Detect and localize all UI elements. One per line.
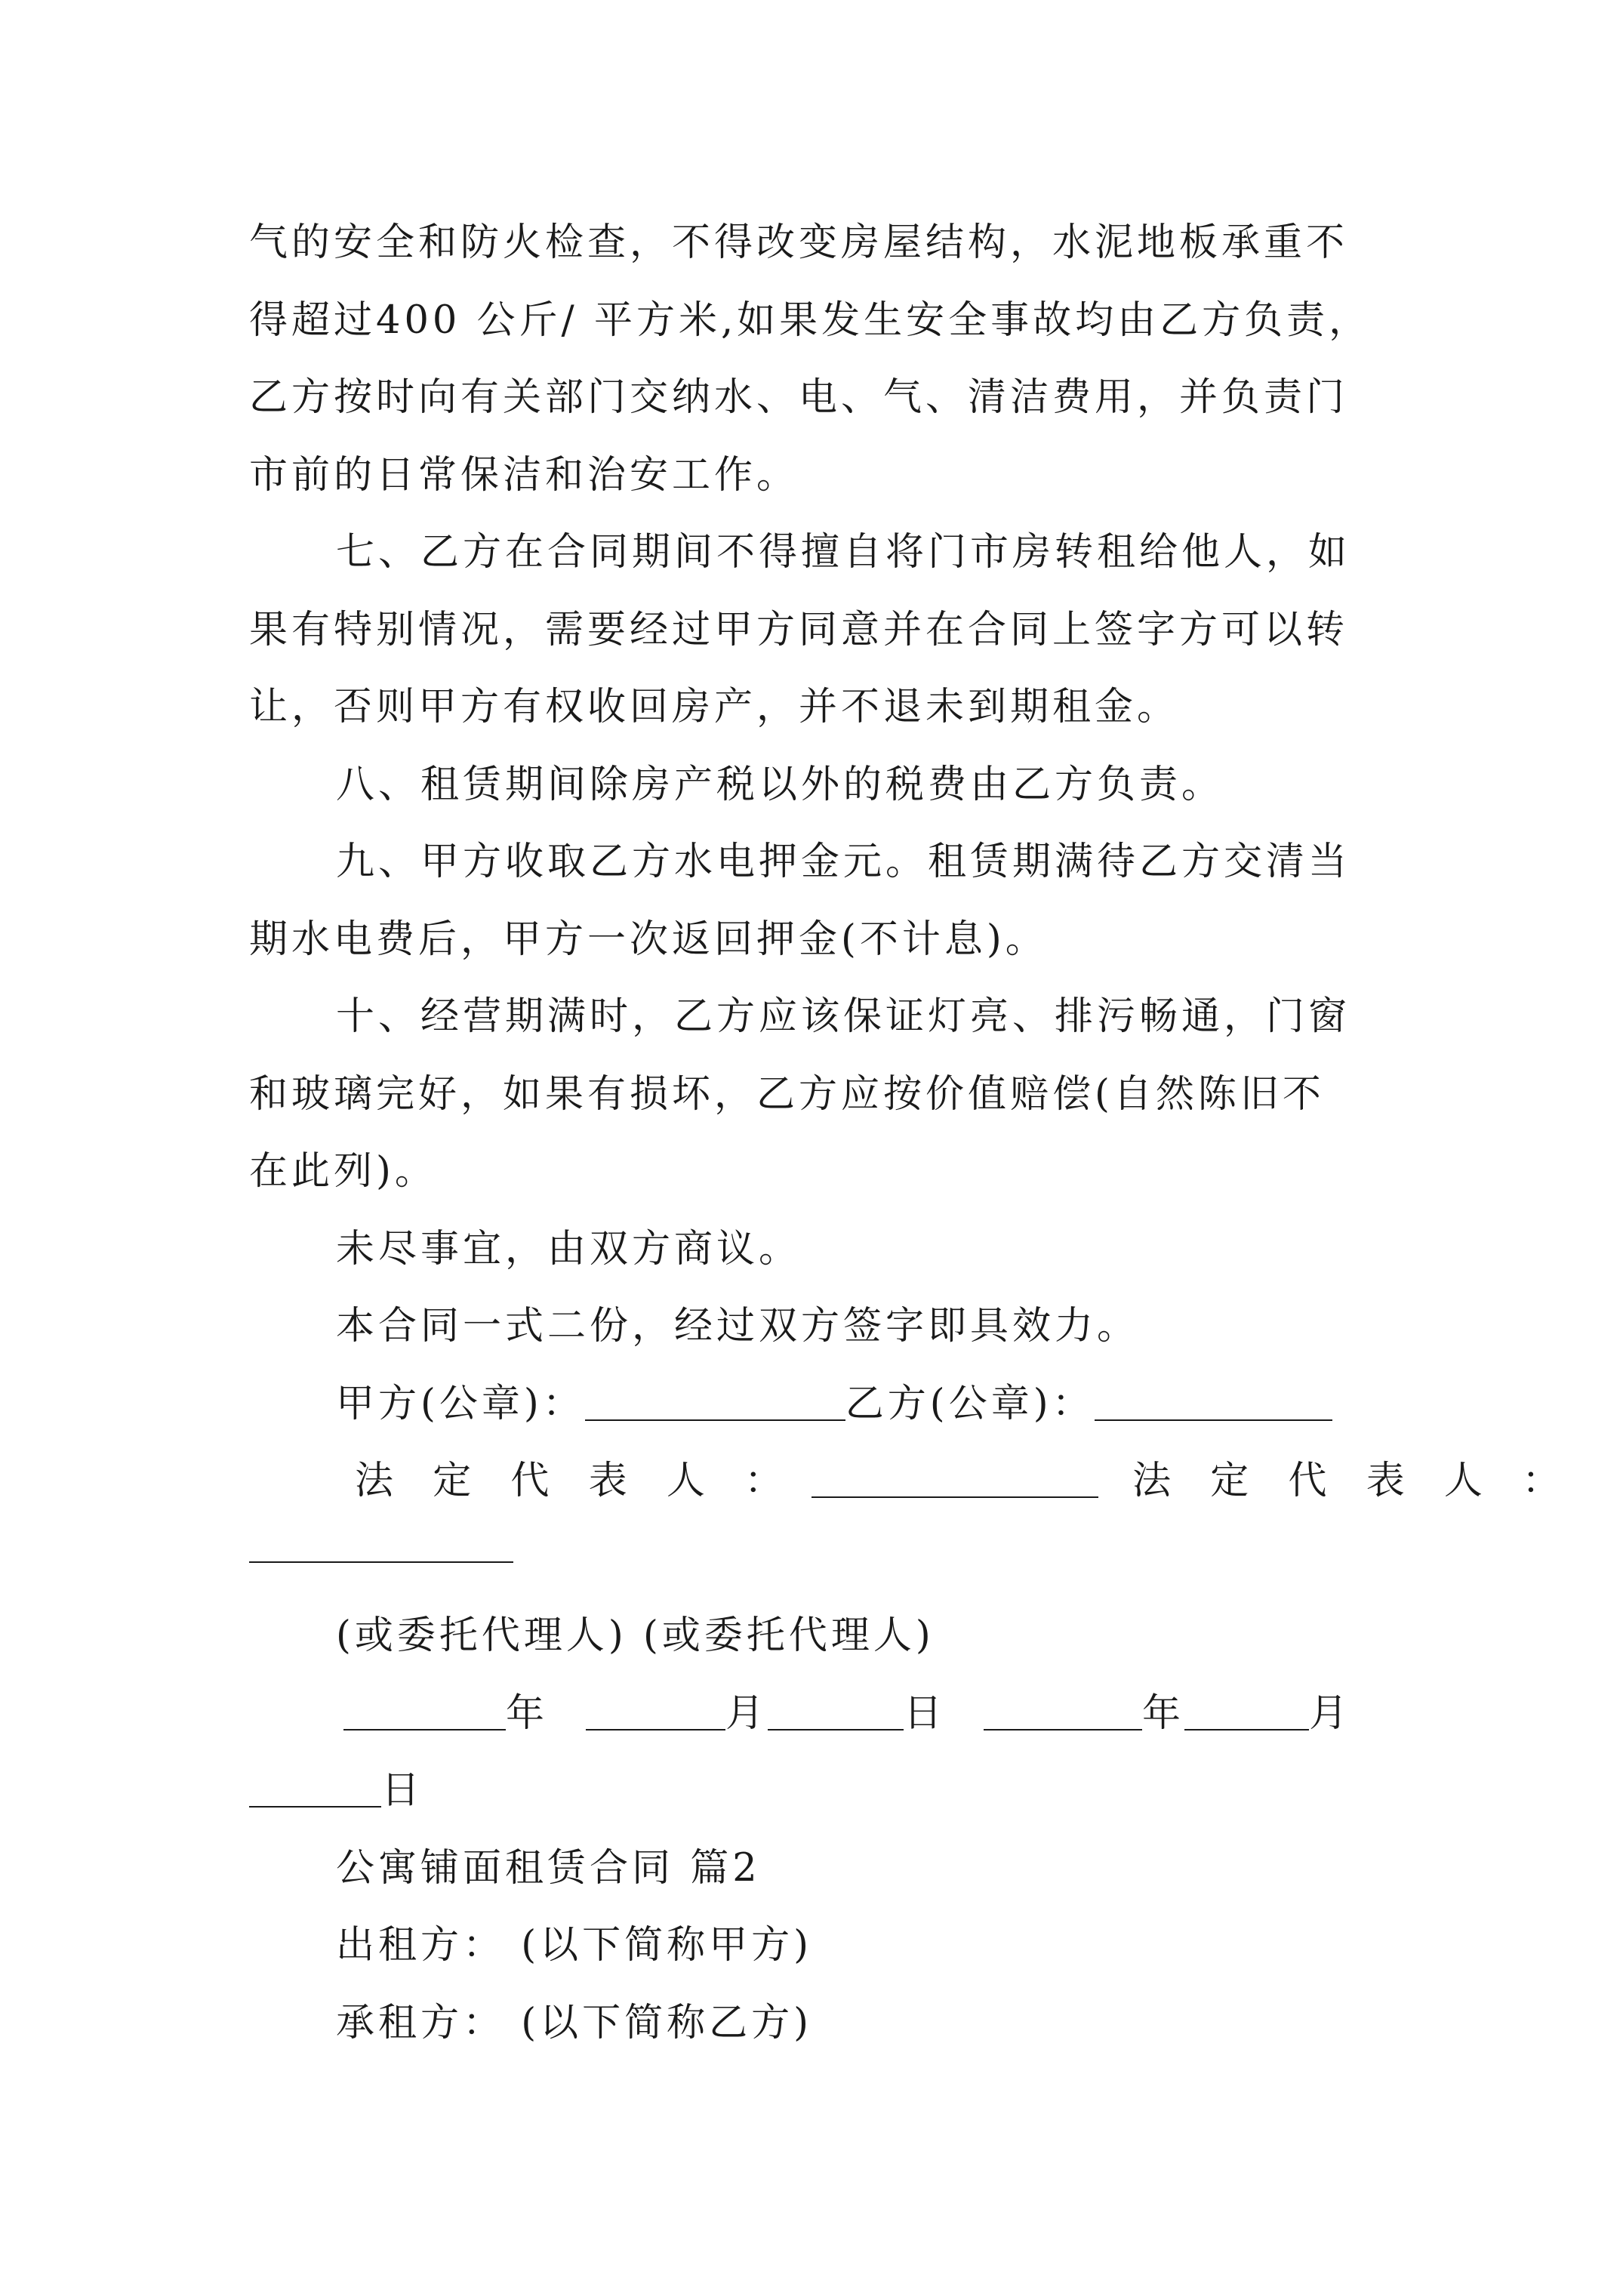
copies-clause: 本合同一式二份，经过双方签字即具效力。	[336, 1304, 1140, 1348]
party-a-seal-blank	[585, 1419, 845, 1421]
paragraph-line: 和玻璃完好，如果有损坏，乙方应按价值赔偿(自然陈旧不	[249, 1072, 1325, 1117]
date-row	[343, 1687, 1521, 1740]
lessee-line: 承租方： (以下简称乙方)	[336, 2001, 813, 2045]
legal-rep-row	[355, 1455, 1575, 1508]
month-b-label: 月	[1309, 1691, 1352, 1736]
paragraph-line: 乙方按时向有关部门交纳水、电、气、清洁费用，并负责门	[249, 375, 1349, 420]
year-b-blank	[984, 1729, 1142, 1730]
month-b-blank	[1184, 1729, 1309, 1730]
date-row-continued	[249, 1764, 1427, 1817]
paragraph-line: 气的安全和防火检查，不得改变房屋结构，水泥地板承重不	[249, 220, 1349, 265]
legal-rep-a-blank	[812, 1496, 1098, 1498]
day-a-label: 日	[904, 1691, 947, 1736]
day-a-blank	[768, 1729, 904, 1730]
clause-ten: 十、经营期满时，乙方应该保证灯亮、排污畅通，门窗	[336, 994, 1351, 1039]
paragraph-line: 在此列)。	[249, 1149, 437, 1194]
legal-rep-b-blank	[249, 1561, 513, 1563]
remaining-matters: 未尽事宜，由双方商议。	[336, 1227, 802, 1271]
year-b-label: 年	[1142, 1691, 1185, 1736]
agent-row: (或委托代理人) (或委托代理人)	[336, 1613, 935, 1658]
legal-rep-b-label: 法 定 代 表 人 ：	[1132, 1459, 1575, 1503]
lessor-line: 出租方： (以下简称甲方)	[336, 1923, 813, 1968]
clause-nine: 九、甲方收取乙方水电押金元。租赁期满待乙方交清当	[336, 840, 1351, 884]
day-b-label: 日	[381, 1768, 424, 1813]
paragraph-line: 果有特别情况，需要经过甲方同意并在合同上签字方可以转	[249, 608, 1349, 652]
paragraph-line: 得超过400 公斤/ 平方米,如果发生安全事故均由乙方负责，	[249, 298, 1372, 343]
paragraph-line: 市前的日常保洁和治安工作。	[249, 453, 799, 498]
legal-rep-a-label: 法 定 代 表 人 ：	[355, 1459, 797, 1503]
month-a-label: 月	[725, 1691, 768, 1736]
party-b-seal-label: 乙方(公章)：	[845, 1382, 1095, 1426]
seal-row	[336, 1378, 1514, 1431]
clause-eight: 八、租赁期间除房产税以外的税费由乙方负责。	[336, 763, 1224, 807]
paragraph-line: 让，否则甲方有权收回房产，并不退未到期租金。	[249, 685, 1180, 729]
year-a-label: 年	[506, 1691, 549, 1736]
year-a-blank	[343, 1729, 506, 1730]
month-a-blank	[586, 1729, 725, 1730]
section-title: 公寓铺面租赁合同 篇2	[336, 1846, 761, 1891]
paragraph-line: 期水电费后，甲方一次返回押金(不计息)。	[249, 917, 1048, 962]
party-b-seal-blank	[1095, 1419, 1332, 1421]
day-b-blank	[249, 1806, 381, 1808]
party-a-seal-label: 甲方(公章)：	[336, 1382, 585, 1426]
clause-seven: 七、乙方在合同期间不得擅自将门市房转租给他人，如	[336, 530, 1351, 575]
